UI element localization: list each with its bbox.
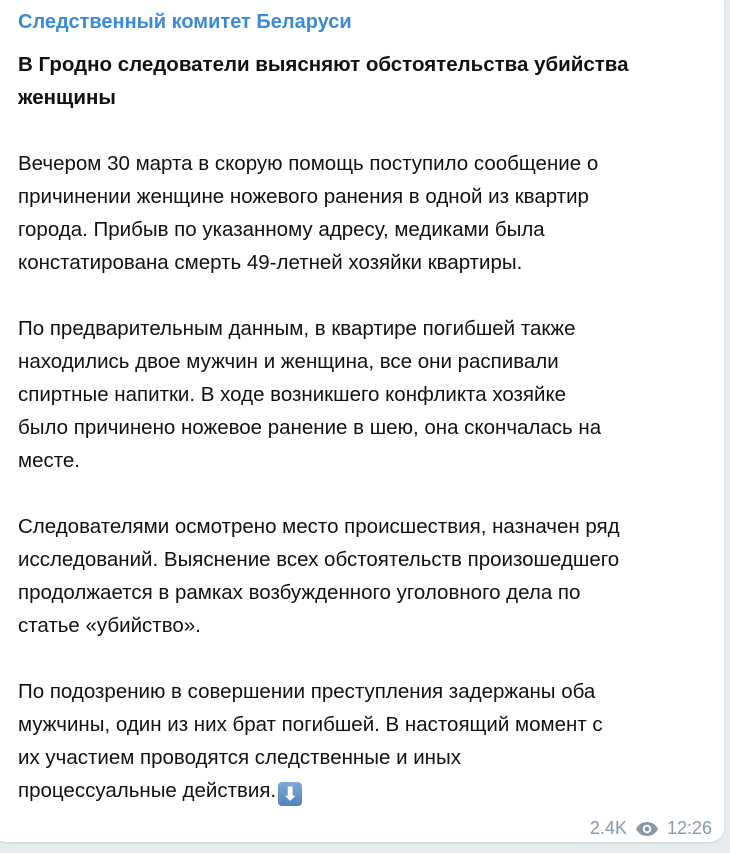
text-line: месте. bbox=[18, 449, 81, 472]
text-line: статье «убийство». bbox=[18, 614, 201, 637]
message-meta bbox=[590, 818, 712, 839]
view-count: 2.4K bbox=[589, 818, 627, 838]
paragraph-4 bbox=[18, 675, 718, 807]
paragraph-2 bbox=[18, 312, 718, 477]
text-line: мужчины, один из них брат погибшей. В настоящий момент с bbox=[18, 713, 603, 736]
down-arrow-emoji-icon: ⬇ bbox=[278, 782, 302, 806]
text-line: спиртные напитки. В ходе возникшего конфликта хозяйке bbox=[18, 383, 567, 406]
text-line: По предварительным данным, в квартире погибшей также bbox=[18, 317, 576, 340]
message-time: 12:26 bbox=[666, 818, 712, 838]
text-line: Следователями осмотрено место происшествия, назначен ряд bbox=[18, 515, 620, 538]
text-line: продолжается в рамках возбужденного уголовного дела по bbox=[18, 581, 581, 604]
text-line: По подозрению в совершении преступления задержаны оба bbox=[18, 680, 596, 703]
paragraph-1 bbox=[18, 147, 718, 279]
text-line: было причинено ножевое ранение в шею, она скончалась на bbox=[18, 416, 602, 439]
eye-icon bbox=[635, 821, 659, 837]
title-line: В Гродно следователи выясняют обстоятельства убийства bbox=[18, 53, 629, 76]
text-line: причинении женщине ножевого ранения в одной из квартир bbox=[18, 185, 589, 208]
title-line: женщины bbox=[18, 86, 116, 109]
text-line: города. Прибыв по указанному адресу, медиками была bbox=[18, 218, 545, 241]
text-line: их участием проводятся следственные и иных bbox=[18, 746, 461, 769]
channel-name[interactable]: Следственный комитет Беларуси bbox=[18, 11, 352, 33]
paragraph-3 bbox=[18, 510, 718, 642]
message-content bbox=[18, 8, 718, 807]
text-line-end: процессуальные действия. bbox=[18, 779, 277, 802]
text-line: находились двое мужчин и женщина, все они распивали bbox=[18, 350, 559, 373]
message-title bbox=[18, 48, 718, 114]
text-line: констатирована смерть 49-летней хозяйки квартиры. bbox=[18, 251, 523, 274]
text-line: Вечером 30 марта в скорую помощь поступило сообщение о bbox=[18, 152, 599, 175]
text-line bbox=[18, 774, 718, 807]
text-line: исследований. Выяснение всех обстоятельств произошедшего bbox=[18, 548, 620, 571]
